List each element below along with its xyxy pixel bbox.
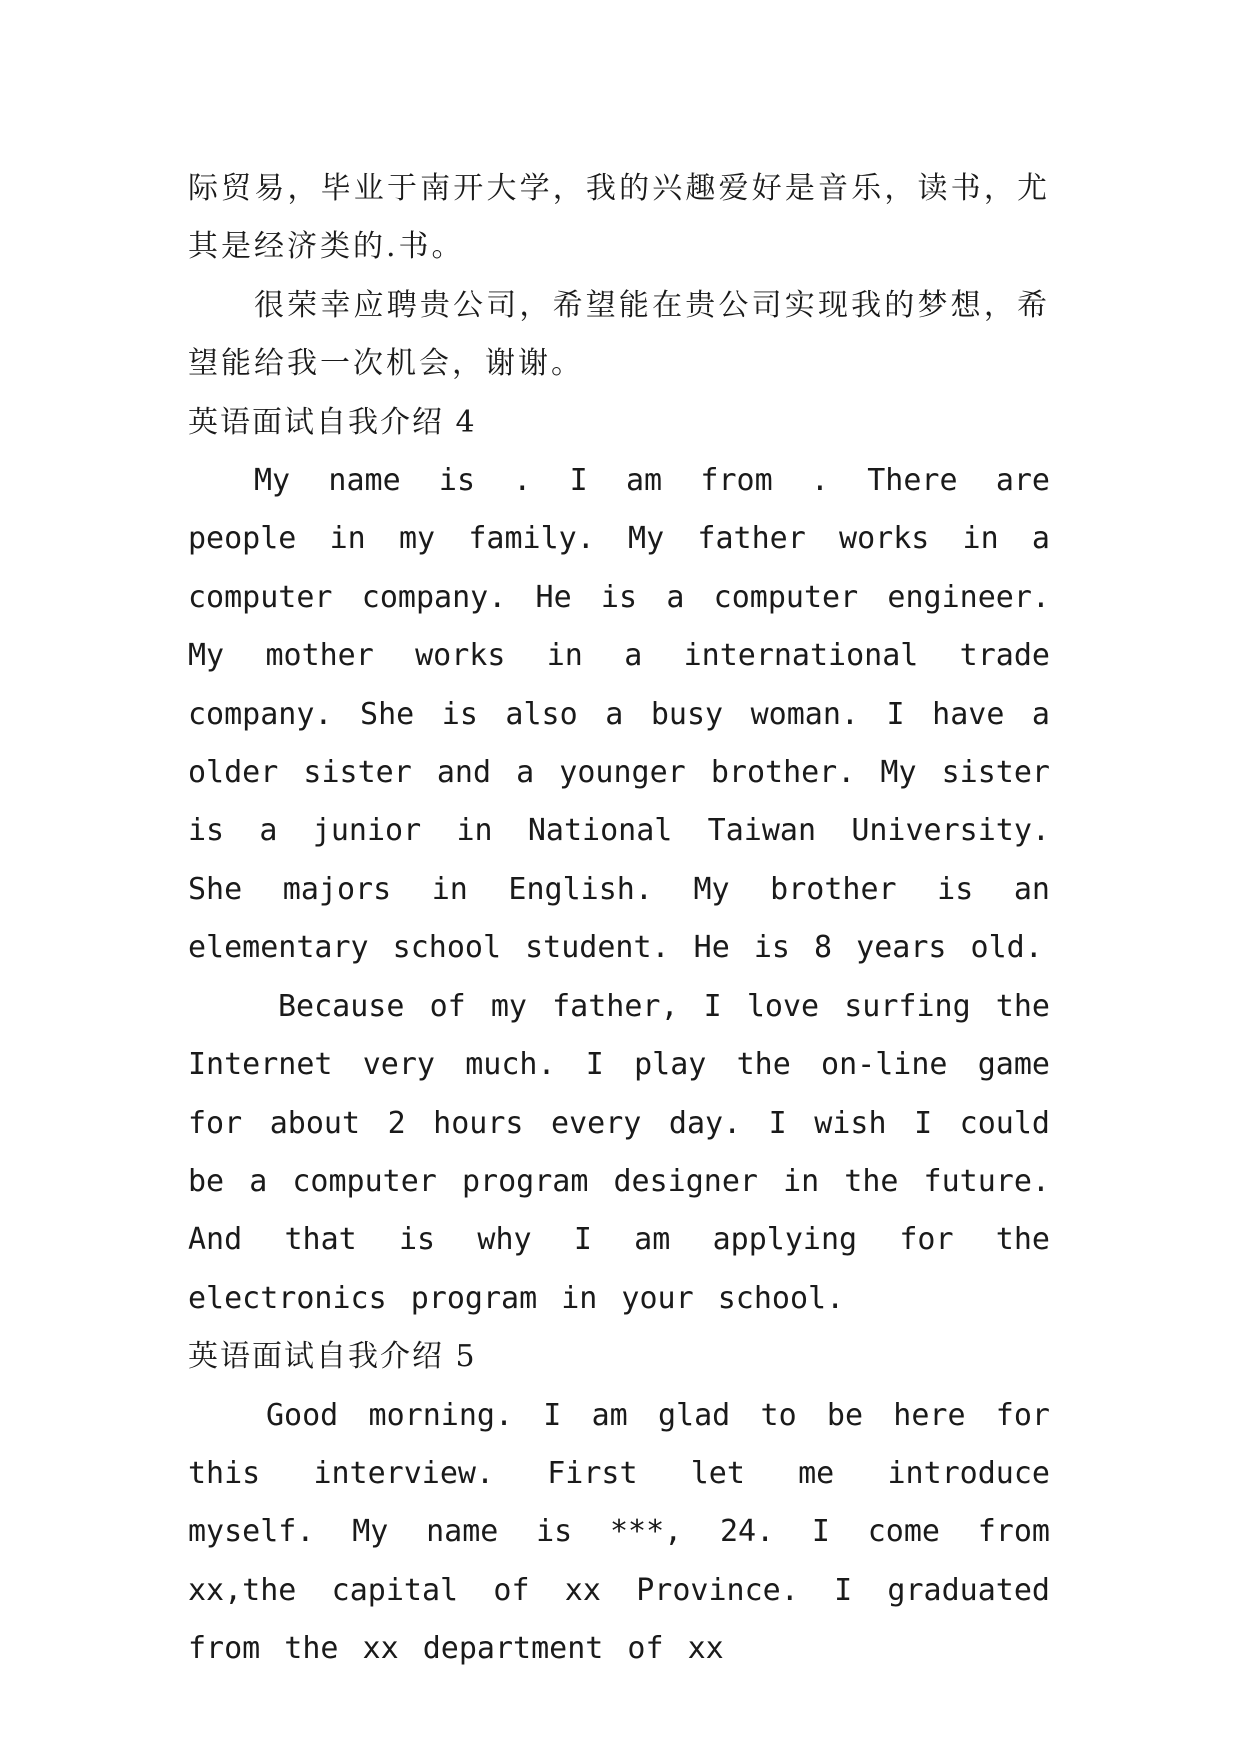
section-heading-4: 英语面试自我介绍 4 — [188, 404, 477, 440]
paragraph-education-hobbies: 际贸易，毕业于南开大学，我的兴趣爱好是音乐，读书，尤其是经济类的.书。 — [188, 171, 1050, 265]
paragraph-family-intro: My name is . I am from . There are people in my family. My father works in a computer company. He is a computer engineer. My mother works in a international trade company. She is also a busy woman. I have a older sister and a younger brother. My sister is a junior in National Taiwan University. She majors in English. My brother is an elementary school student. He is 8 years old. — [188, 463, 1050, 966]
document-page — [188, 160, 1050, 1679]
paragraph-internet-interest: Because of my father, I love surfing the Internet very much. I play the on-line game for about 2 hours every day. I wish I could be a computer program designer in the future. And that is why I am applying for the electronics program in your school. — [188, 988, 1050, 1316]
paragraph-closing-thanks: 很荣幸应聘贵公司，希望能在贵公司实现我的梦想，希望能给我一次机会，谢谢。 — [188, 287, 1050, 382]
section-heading-5: 英语面试自我介绍 5 — [188, 1339, 477, 1375]
paragraph-interview-greeting: Good morning. I am glad to be here for this interview. First let me introduce myself. My name is ***, 24. I come from xx,the capital of xx Province. I graduated from the xx department of xx — [188, 1397, 1050, 1667]
